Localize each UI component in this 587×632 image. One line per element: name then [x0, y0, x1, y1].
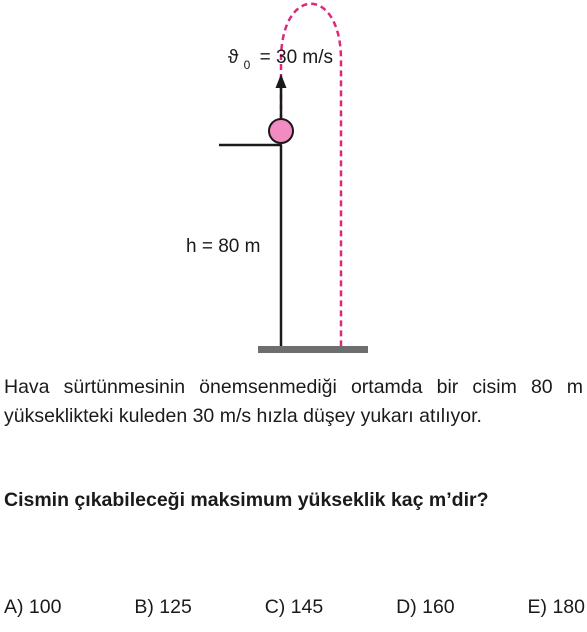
velocity-subscript: 0 — [243, 58, 251, 72]
velocity-symbol: ϑ — [228, 47, 239, 68]
problem-statement: Hava sürtünmesinin önemsenmediği ortamda bir cisim 80 m yükseklikteki kuleden 30 m/s hızla düşey yukarı atılıyor. — [4, 376, 583, 427]
answer-choices — [4, 594, 585, 620]
velocity-value: = 30 m/s — [259, 47, 334, 68]
choice-d[interactable]: D) 160 — [396, 596, 455, 618]
ground — [258, 346, 368, 353]
velocity-arrow-head — [276, 74, 287, 88]
choice-e[interactable]: E) 180 — [527, 596, 585, 618]
choice-b[interactable]: B) 125 — [134, 596, 192, 618]
choice-a[interactable]: A) 100 — [4, 596, 62, 618]
choice-c[interactable]: C) 145 — [264, 596, 324, 618]
ball — [269, 119, 293, 143]
height-label: h = 80 m — [186, 236, 261, 257]
question-text: Cismin çıkabileceği maksimum yükseklik kaç m’dir? — [4, 489, 489, 511]
